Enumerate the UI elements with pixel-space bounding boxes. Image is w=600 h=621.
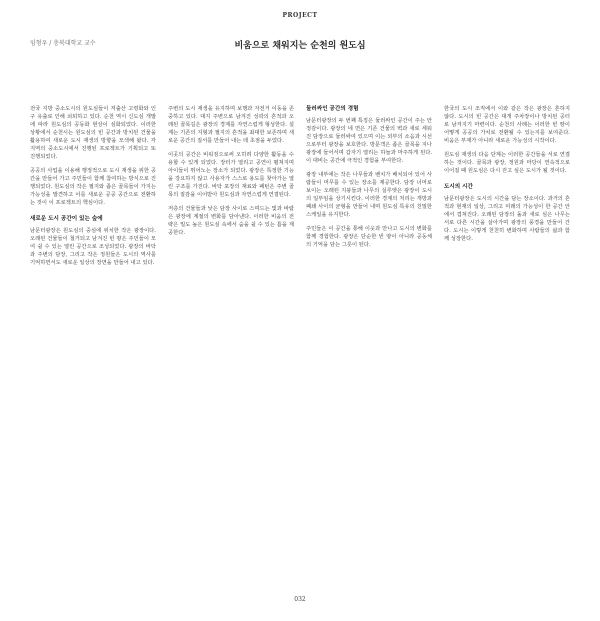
- text-column-2: [168, 105, 294, 585]
- body-paragraph: 전국 지방 중소도시의 원도심들이 저출산 고령화와 인구 유출로 인해 쇠퇴하고 있다. 순천 역시 신도심 개발에 따라 원도심의 공동화 현상이 심화되었다. 이러한 상황에서 순천시는 원도심의 빈 공간과 방치된 건물을 활용하여 새로운 도시 재생의 방향을 모색해 왔다. 각 지역의 중소도시에서 진행된 프로젝트가 기획되고 또 진행되었다.: [30, 106, 156, 160]
- body-paragraph: 주변의 도시 재생을 유지하며 보행과 자전거 이동을 존중하고 있다. 대지 주변으로 남겨진 성곽의 흔적과 오래된 골목길은 광장의 경계를 자연스럽게 형성한다. 설계는 기존의 지형과 필지의 흔적을 최대한 보존하며 새로운 공간의 질서를 만들어 내는 데 초점을 두었다.: [168, 106, 294, 144]
- text-column-4: [444, 105, 570, 585]
- body-paragraph: 저층의 건물들과 낮은 담장 사이로 스며드는 빛과 바람은 광장에 계절의 변화를 담아낸다. 이러한 비움의 전략은 밀도 높은 원도심 속에서 숨을 쉴 수 있는 틈을 제공한다.: [168, 206, 294, 236]
- section-heading: 새로운 도시 공간이 있는 숲에: [30, 216, 103, 222]
- body-paragraph: 이곳의 공간은 비워짐으로써 오히려 다양한 활동을 수용할 수 있게 되었다. 장터가 열리고 공연이 펼쳐지며 아이들이 뛰어노는 장소가 되었다. 광장은 특정한 기능을 강요하지 않고 사용자가 스스로 용도를 찾아가는 열린 구조를 가진다. 바닥 포장의 재료와 패턴은 주변 골목의 질감을 이어받아 원도심과 자연스럽게 연결된다.: [168, 152, 294, 198]
- body-paragraph: 주민들은 이 공간을 통해 이웃과 만나고 도시의 변화를 함께 경험한다. 광장은 단순한 빈 땅이 아니라 공동체의 기억을 담는 그릇이 된다.: [306, 226, 432, 248]
- body-paragraph: 한국의 도시 조직에서 이와 같은 작은 광장은 흔하지 않다. 도시의 빈 공간은 대개 주차장이나 방치된 공터로 남겨지기 마련이다. 순천의 사례는 이러한 빈 땅이 어떻게 공공의 가치로 전환될 수 있는지를 보여준다. 비움은 부재가 아니라 새로운 가능성의 시작이다.: [444, 106, 570, 144]
- author-credit: 임형우 / 충북대학교 교수: [30, 40, 96, 47]
- article-body: [30, 105, 570, 585]
- section-heading: 도시의 시간: [444, 184, 473, 190]
- article-title: 비움으로 채워지는 순천의 원도심: [234, 41, 366, 51]
- text-column-3: [306, 105, 432, 585]
- body-paragraph: 남문터광장은 도시의 시간을 담는 장소이다. 과거의 흔적과 현재의 일상, 그리고 미래의 가능성이 한 공간 안에서 겹쳐진다. 오래된 담장의 돌과 새로 심은 나무는 서로 다른 시간을 살아가며 광장의 풍경을 만들어 간다. 도시는 이렇게 천천히 변화하며 사람들의 삶과 함께 성장한다.: [444, 196, 570, 242]
- body-paragraph: 남문터광장은 원도심의 중심에 위치한 작은 광장이다. 오래된 건물들이 철거되고 남겨진 빈 땅은 주민들이 모여 쉴 수 있는 열린 공간으로 조성되었다. 광장의 바닥과 주변의 담장, 그리고 작은 정원들은 도시의 역사를 기억하면서도 새로운 일상의 장면을 만들어 내고 있다.: [30, 228, 156, 266]
- body-paragraph: 공공의 사업을 이용해 행정적으로 도시 재생을 위한 공간을 만들어 가고 주민들이 함께 참여하는 방식으로 진행되었다. 원도심의 작은 필지와 좁은 골목들이 가지는 가능성을 발견하고 이를 새로운 공공 공간으로 전환하는 것이 이 프로젝트의 핵심이다.: [30, 168, 156, 206]
- body-paragraph: 광장 내부에는 작은 나무들과 벤치가 배치되어 있어 사람들이 머무를 수 있는 장소를 제공한다. 담장 너머로 보이는 오래된 지붕들과 나무의 실루엣은 광장이 도시의 일부임을 상기시킨다. 이러한 경계의 처리는 개방과 폐쇄 사이의 균형을 만들어 내며 원도심 특유의 친밀한 스케일을 유지한다.: [306, 172, 432, 218]
- section-label: PROJECT: [282, 12, 318, 19]
- body-paragraph: 원도심 재생의 다음 단계는 이러한 공간들을 서로 연결하는 것이다. 골목과 광장, 정원과 마당이 연속적으로 이어질 때 원도심은 다시 걷고 싶은 도시가 될 것이다.: [444, 152, 570, 174]
- body-paragraph: 남문터광장의 두 번째 특징은 둘러싸인 공간이 주는 안정감이다. 광장의 네 면은 기존 건물의 벽과 새로 세워진 담장으로 둘러싸여 있으며 이는 외부의 소음과 시선으로부터 광장을 보호한다. 방문객은 좁은 골목을 지나 광장에 들어서며 갑자기 열리는 하늘과 마주하게 된다. 이 대비는 공간에 극적인 경험을 부여한다.: [306, 118, 432, 164]
- section-heading: 둘러싸인 공간의 경험: [306, 106, 359, 112]
- page-number: 032: [294, 596, 306, 603]
- text-column-1: [30, 105, 156, 585]
